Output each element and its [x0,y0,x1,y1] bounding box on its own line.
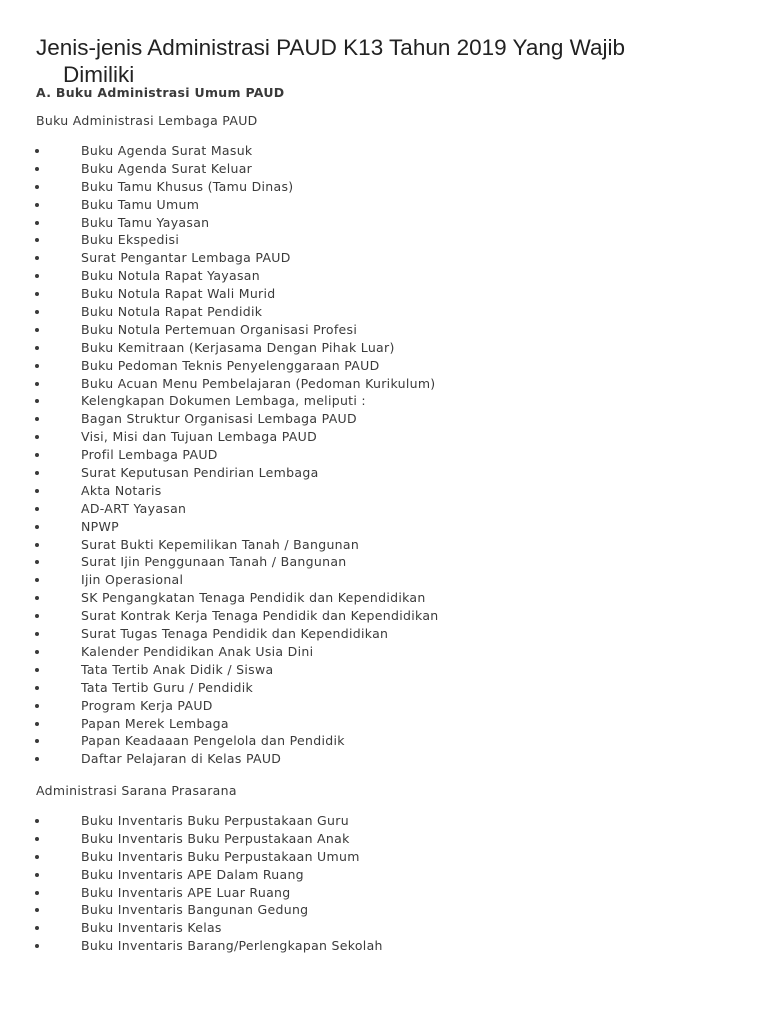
bullet-list-sarana [0,812,768,955]
list-item [0,142,768,160]
list-item-label: Buku Agenda Surat Masuk [81,143,253,158]
list-item [0,589,768,607]
bullet-icon [35,328,39,332]
list-item [0,715,768,733]
list-item-label: Buku Inventaris Bangunan Gedung [81,902,309,918]
bullet-icon [35,855,39,859]
list-item [0,884,768,902]
list-item-label: Surat Ijin Penggunaan Tanah / Bangunan [81,554,347,570]
list-item [0,178,768,196]
list-item [0,679,768,697]
list-item-label: Surat Keputusan Pendirian Lembaga [81,465,319,481]
bullet-icon [35,837,39,841]
section-heading: A. Buku Administrasi Umum PAUD [36,85,285,100]
list-item-label: Program Kerja PAUD [81,697,213,713]
list-item-label: Buku Notula Rapat Wali Murid [81,286,276,302]
list-item [0,214,768,232]
list-item [0,866,768,884]
list-item [0,375,768,393]
list-item [0,625,768,643]
bullet-icon [35,614,39,618]
list-item-label: Surat Tugas Tenaga Pendidik dan Kependidikan [81,626,389,642]
list-item-label: Buku Inventaris Kelas [81,920,222,936]
list-item-label: Profil Lembaga PAUD [81,447,218,463]
bullet-icon [35,149,39,153]
list-item-label: Buku Notula Pertemuan Organisasi Profesi [81,321,358,337]
bullet-icon [35,891,39,895]
bullet-icon [35,435,39,439]
list-item [0,160,768,178]
list-item-label: Daftar Pelajaran di Kelas PAUD [81,751,282,767]
list-item-label: Buku Notula Rapat Pendidik [81,304,263,320]
list-item [0,339,768,357]
bullet-icon [35,560,39,564]
list-item [0,231,768,249]
bullet-icon [35,274,39,278]
list-item [0,303,768,321]
list-item [0,553,768,571]
list-item [0,446,768,464]
list-item-label: SK Pengangkatan Tenaga Pendidik dan Kependidikan [81,590,426,606]
list-item-label: Kelengkapan Dokumen Lembaga, meliputi : [81,393,366,409]
list-item-label: Visi, Misi dan Tujuan Lembaga PAUD [81,429,318,445]
bullet-icon [35,417,39,421]
list-item-label: NPWP [81,518,119,534]
list-item [0,607,768,625]
list-item [0,410,768,428]
list-item-label: Buku Tamu Khusus (Tamu Dinas) [81,178,294,194]
bullet-icon [35,739,39,743]
bullet-icon [35,650,39,654]
list-item [0,750,768,768]
list-item-label: Ijin Operasional [81,572,184,588]
list-item [0,267,768,285]
bullet-icon [35,668,39,672]
bullet-icon [35,722,39,726]
list-item-label: Buku Tamu Yayasan [81,214,210,230]
list-item [0,285,768,303]
bullet-icon [35,507,39,511]
list-item [0,196,768,214]
list-item-label: Surat Kontrak Kerja Tenaga Pendidik dan Kependidikan [81,608,439,624]
list-item [0,464,768,482]
bullet-icon [35,185,39,189]
list-item [0,518,768,536]
bullet-icon [35,399,39,403]
bullet-icon [35,453,39,457]
list-item-label: Akta Notaris [81,482,162,498]
bullet-icon [35,471,39,475]
bullet-icon [35,346,39,350]
list-item-label: AD-ART Yayasan [81,500,187,516]
bullet-icon [35,525,39,529]
list-item-label: Buku Inventaris Barang/Perlengkapan Sekolah [81,938,383,954]
list-item [0,321,768,339]
list-item [0,919,768,937]
list-item [0,571,768,589]
list-item-label: Buku Pedoman Teknis Penyelenggaraan PAUD [81,357,380,373]
list-item [0,661,768,679]
list-item-label: Buku Agenda Surat Keluar [81,160,253,176]
list-item-label: Buku Tamu Umum [81,196,200,212]
bullet-icon [35,908,39,912]
bullet-list-lembaga [0,142,768,768]
list-item-label: Buku Inventaris Buku Perpustakaan Anak [81,830,350,846]
bullet-icon [35,382,39,386]
bullet-icon [35,256,39,260]
list-item-label: Surat Bukti Kepemilikan Tanah / Bangunan [81,536,360,552]
list-item-label: Buku Inventaris Buku Perpustakaan Umum [81,848,360,864]
list-item-label: Buku Inventaris Buku Perpustakaan Guru [81,813,349,828]
list-item [0,357,768,375]
list-item [0,392,768,410]
bullet-icon [35,819,39,823]
bullet-icon [35,221,39,225]
list-item-label: Bagan Struktur Organisasi Lembaga PAUD [81,411,357,427]
list-item [0,732,768,750]
list-item-label: Buku Acuan Menu Pembelajaran (Pedoman Kurikulum) [81,375,436,391]
bullet-icon [35,686,39,690]
list-item-label: Tata Tertib Guru / Pendidik [81,679,254,695]
bullet-icon [35,543,39,547]
list-item-label: Kalender Pendidikan Anak Usia Dini [81,643,314,659]
bullet-icon [35,489,39,493]
list-item [0,482,768,500]
list-item-label: Papan Keadaaan Pengelola dan Pendidik [81,733,345,749]
bullet-icon [35,578,39,582]
list-item [0,500,768,518]
list-item [0,249,768,267]
subsection-heading-lembaga: Buku Administrasi Lembaga PAUD [36,113,258,128]
bullet-icon [35,757,39,761]
bullet-icon [35,944,39,948]
list-item [0,830,768,848]
list-item [0,536,768,554]
list-item-label: Papan Merek Lembaga [81,715,229,731]
list-item-label: Buku Ekspedisi [81,232,180,248]
bullet-icon [35,310,39,314]
list-item-label: Buku Notula Rapat Yayasan [81,268,260,284]
bullet-icon [35,167,39,171]
bullet-icon [35,926,39,930]
list-item [0,848,768,866]
bullet-icon [35,203,39,207]
bullet-icon [35,596,39,600]
list-item-label: Buku Inventaris APE Dalam Ruang [81,866,304,882]
title-line-1: Jenis-jenis Administrasi PAUD K13 Tahun 2019 Yang Wajib [36,35,626,60]
list-item [0,697,768,715]
bullet-icon [35,873,39,877]
list-item [0,643,768,661]
bullet-icon [35,238,39,242]
list-item-label: Surat Pengantar Lembaga PAUD [81,250,291,266]
list-item [0,901,768,919]
bullet-icon [35,632,39,636]
list-item [0,937,768,955]
document-title [36,34,736,88]
bullet-icon [35,364,39,368]
list-item-label: Buku Inventaris APE Luar Ruang [81,884,291,900]
list-item [0,812,768,830]
list-item-label: Buku Kemitraan (Kerjasama Dengan Pihak Luar) [81,339,395,355]
list-item [0,428,768,446]
list-item-label: Tata Tertib Anak Didik / Siswa [81,661,274,677]
bullet-icon [35,704,39,708]
bullet-icon [35,292,39,296]
title-line-2: Dimiliki [63,62,135,87]
subsection-heading-sarana: Administrasi Sarana Prasarana [36,783,237,798]
